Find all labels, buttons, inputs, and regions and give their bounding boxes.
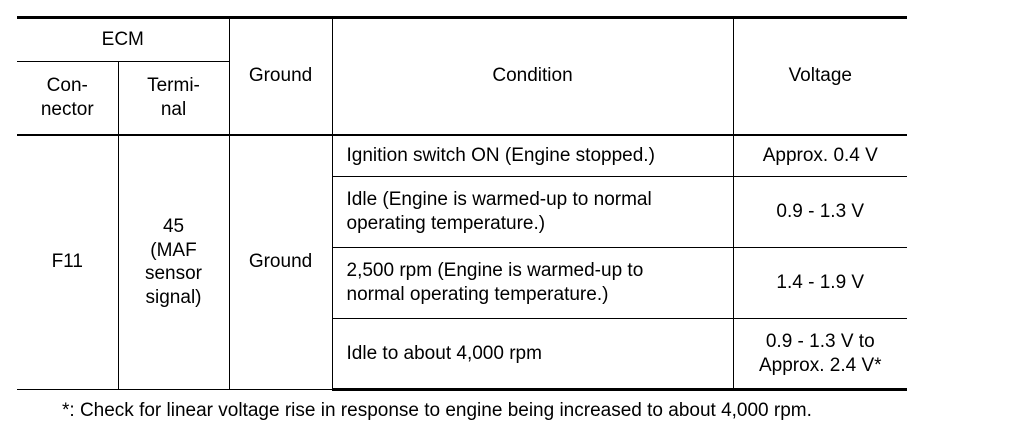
condition-4-line-1: Idle to about 4,000 rpm xyxy=(346,342,542,364)
header-connector-line-2: nector xyxy=(40,98,94,120)
terminal-line-4: signal) xyxy=(145,287,202,308)
condition-cell-4 xyxy=(332,319,733,390)
ground-cell: Ground xyxy=(229,135,332,390)
terminal-cell xyxy=(118,135,229,390)
voltage-1-line-1: Approx. 0.4 V xyxy=(762,144,878,166)
connector-cell: F11 xyxy=(17,135,118,390)
condition-2-line-1: Idle (Engine is warmed-up to normal xyxy=(346,189,652,211)
terminal-line-1: 45 xyxy=(162,215,185,237)
condition-3-line-2: normal operating temperature.) xyxy=(346,284,609,305)
header-ground: Ground xyxy=(229,18,332,135)
condition-cell-1 xyxy=(332,135,733,177)
header-voltage: Voltage xyxy=(733,18,907,135)
condition-cell-2 xyxy=(332,177,733,248)
header-ecm: ECM xyxy=(17,18,229,62)
voltage-cell-3 xyxy=(733,248,907,319)
condition-2-line-2: operating temperature.) xyxy=(346,213,546,234)
condition-1-line-1: Ignition switch ON (Engine stopped.) xyxy=(346,144,655,166)
condition-3-line-1: 2,500 rpm (Engine is warmed-up to xyxy=(346,260,644,282)
header-terminal xyxy=(118,62,229,135)
header-terminal-line-1: Termi- xyxy=(147,75,200,96)
terminal-line-2: (MAF xyxy=(150,239,197,261)
voltage-2-line-1: 0.9 - 1.3 V xyxy=(776,201,865,223)
voltage-cell-1 xyxy=(733,135,907,177)
terminal-line-3: sensor xyxy=(144,263,203,285)
condition-cell-3 xyxy=(332,248,733,319)
footnote: *: Check for linear voltage rise in response to engine being increased to about 4,000 rpm. xyxy=(62,400,812,421)
voltage-cell-4 xyxy=(733,319,907,390)
header-connector-line-1: Con- xyxy=(46,75,88,96)
header-condition: Condition xyxy=(332,18,733,135)
voltage-3-line-1: 1.4 - 1.9 V xyxy=(776,272,865,294)
header-terminal-line-2: nal xyxy=(160,98,187,120)
voltage-4-line-1: 0.9 - 1.3 V to xyxy=(765,330,875,352)
voltage-cell-2 xyxy=(733,177,907,248)
voltage-4-line-2: Approx. 2.4 V* xyxy=(759,354,882,376)
ecm-voltage-table xyxy=(17,16,907,391)
header-connector xyxy=(17,62,118,135)
